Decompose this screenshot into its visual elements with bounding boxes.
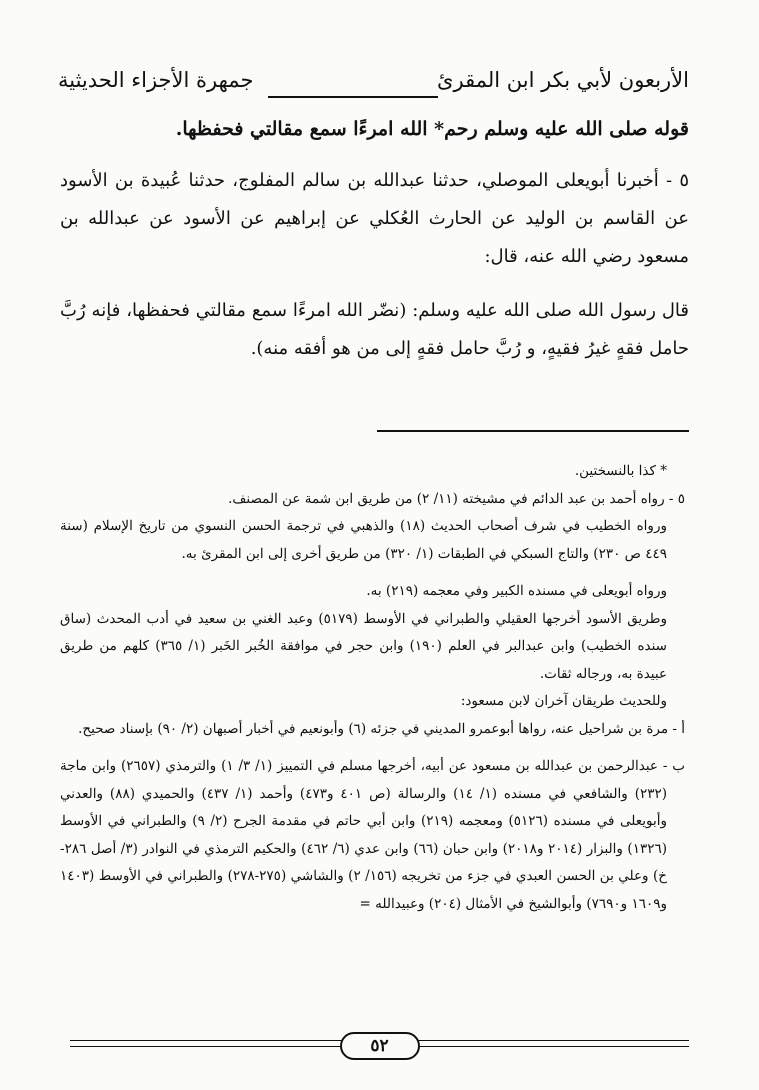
hadith-matn: قال رسول الله صلى الله عليه وسلم: (نضّر الله امرءًا سمع مقالتي فحفظها، فإنه رُبَّ حامل فقهٍ غيرُ فقيهٍ، و رُبَّ حامل فقهٍ إلى من هو أفقه منه). [60, 300, 689, 359]
footnote-item-b: ب - عبدالرحمن بن عبدالله بن مسعود عن أبيه، أخرجها مسلم في التمييز (١/ ٣/ ١) والترمذي (٢٦٥٧) وابن ماجة (٢٣٢) والشافعي في مسنده (١/ ١٤) والرسالة (ص ٤٠١ و٤٧٣) وأحمد (١/ ٤٣٧) والحميدي (٨٨) والعدني وأبويعلى في مسنده (٥١٢٦) ومعجمه (٢١٩) وابن أبي حاتم في مقدمة الجرح (٢/ ٩) والطبراني في الأوسط (١٣٢٦) والبزار (٢٠١٤ و٢٠١٨) وابن حبان (٦٦) وابن عدي (٦/ ٤٦٢) والحكيم الترمذي في النوادر (٣/ أصل ٢٨٦-خ) وعلي بن الحسن العبدي في جزء من تخريجه (١٥٦/ ٢) والشاشي (٢٧٥-٢٧٨) والطبراني في الأوسط (١٤٠٣ و١٦٠٩ و٧٦٩٠) وأبوالشيخ في الأمثال (٢٠٤) وعبيدالله = [60, 758, 686, 912]
footnote-paragraph: وطريق الأسود أخرجها العقيلي والطبراني في الأوسط (٥١٧٩) وعبد الغني بن سعيد في أدب المحدث (ساق سنده الخطيب) وابن عبدالبر في العلم (١٩٠) وابن حجر في موافقة الخُبر الخَبر (١/ ٣٦٥) كلهم من طريق عبيدة به، ورجاله ثقات. [60, 610, 667, 682]
book-title: الأربعون لأبي بكر ابن المقرئ [437, 68, 689, 92]
series-title: جمهرة الأجزاء الحديثية [58, 68, 254, 92]
footnote-item-a: أ - مرة بن شراحيل عنه، رواها أبوعمرو المديني في جزئه (٦) وأبونعيم في أخبار أصبهان (٢/ ٩٠) بإسناد صحيح. [78, 720, 685, 737]
header-underline [268, 96, 438, 98]
page-number: ٥٢ [340, 1032, 420, 1060]
hadith-text [60, 162, 689, 384]
footnote-separator [377, 430, 689, 432]
running-header [58, 68, 689, 98]
hadith-isnad: ٥ - أخبرنا أبويعلى الموصلي، حدثنا عبدالله بن سالم المفلوج، حدثنا عُبيدة بن الأسود عن القاسم بن الوليد عن الحارث العُكلي عن إبراهيم عن الأسود عن عبدالله بن مسعود رضي الله عنه، قال: [60, 170, 689, 267]
page-footer [70, 1032, 689, 1062]
section-heading: قوله صلى الله عليه وسلم رحم* الله امرءًا سمع مقالتي فحفظها. [175, 118, 689, 140]
footnote-paragraph: ورواه الخطيب في شرف أصحاب الحديث (١٨) والذهبي في ترجمة الحسن النسوي من تاريخ الإسلام (سنة ٤٤٩ ص ٢٣٠) والتاج السبكي في الطبقات (١/ ٣٢٠) من طريق أخرى إلى ابن المقرئ به. [60, 518, 667, 562]
footnote-paragraph: وللحديث طريقان آخران لابن مسعود: [460, 693, 667, 709]
footnote-5: ٥ - رواه أحمد بن عبد الدائم في مشيخته (١١/ ٢) من طريق ابن شمة عن المصنف. [228, 490, 685, 507]
footnote-paragraph: ورواه أبويعلى في مسنده الكبير وفي معجمه (٢١٩) به. [366, 583, 667, 599]
footnote-asterisk: * كذا بالنسختين. [574, 463, 667, 479]
footnotes [60, 458, 685, 918]
